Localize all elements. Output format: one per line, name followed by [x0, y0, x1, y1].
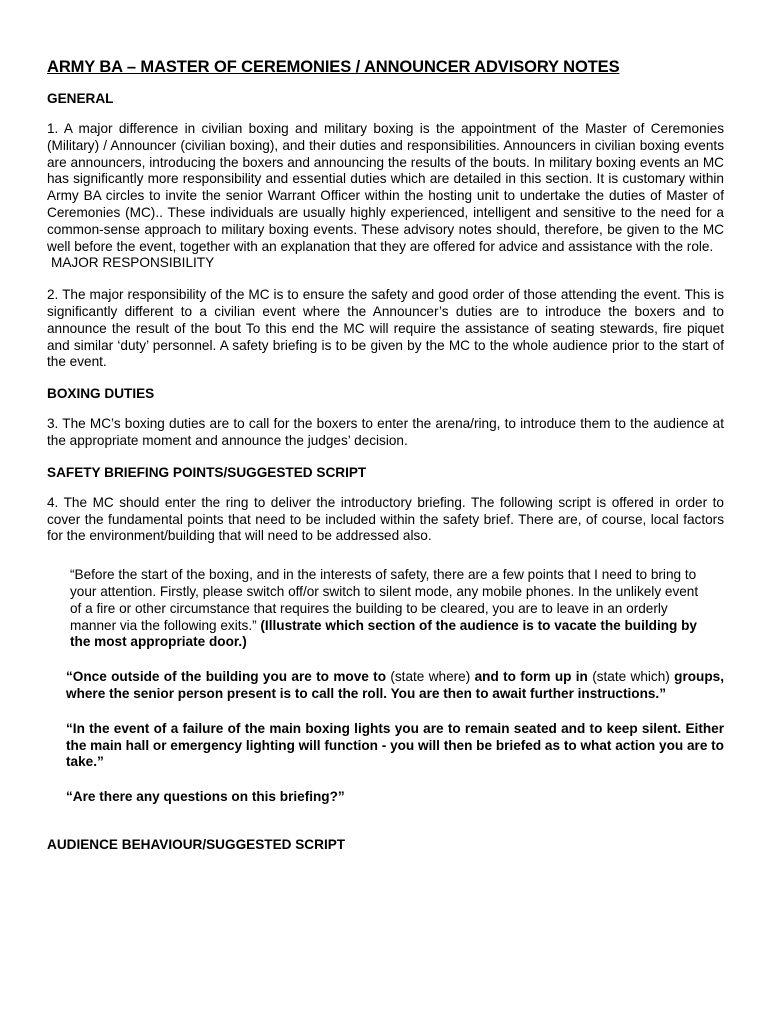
- script-quote-4: [66, 789, 698, 806]
- heading-audience-behaviour: AUDIENCE BEHAVIOUR/SUGGESTED SCRIPT: [47, 836, 346, 852]
- script-quote-1-text: “Before the start of the boxing, and in the interests of safety, there are a few points that I need to bring to your attention. Firstly, please switch off/or switch to silent mode, any mobile phones. In the unlikely event of a fire or other circumstance that requires the building to be cleared, you are to leave in an orderly manner via the following exits.”: [70, 567, 699, 633]
- script-quote-3-text: “In the event of a failure of the main boxing lights you are to remain seated and to keep silent. Either the main hall or emergency lighting will function - you will then be briefed as to what action you are to take.”: [66, 720, 724, 770]
- heading-general: GENERAL: [47, 91, 114, 106]
- paragraph-4: 4. The MC should enter the ring to deliver the introductory briefing. The following script is offered in order to cover the fundamental points that need to be included within the safety brief. There are, of course, local factors for the environment/building that will need to be addressed also.: [47, 494, 724, 544]
- document-page: [47, 58, 724, 867]
- script-quote-4-text: “Are there any questions on this briefing?”: [66, 789, 345, 805]
- subheading-major-responsibility: MAJOR RESPONSIBILITY: [51, 255, 215, 271]
- heading-safety-briefing: SAFETY BRIEFING POINTS/SUGGESTED SCRIPT: [47, 464, 367, 480]
- paragraph-2: 2. The major responsibility of the MC is to ensure the safety and good order of those attending the event. This is significantly different to a civilian event where the Announcer’s duties are to introduce the boxers and to announce the result of the bout To this end the MC will require the assistance of seating stewards, fire piquet and similar ‘duty’ personnel. A safety briefing is to be given by the MC to the whole audience prior to the start of the event.: [47, 287, 724, 370]
- script-quote-2-part-d: (state which): [587, 669, 675, 685]
- document-title: ARMY BA – MASTER OF CEREMONIES / ANNOUNCER ADVISORY NOTES: [47, 58, 620, 76]
- script-quote-1-instruction: (Illustrate which section of the audience is to vacate the building by the most appropriate door.): [70, 617, 697, 650]
- paragraph-1-text: 1. A major difference in civilian boxing and military boxing is the appointment of the Master of Ceremonies (Military) / Announcer (civilian boxing), and their duties and responsibilities. Announcers in civilian boxing events are announcers, introducing the boxers and announcing the results of the bouts. In military boxing events an MC has significantly more responsibility and essential duties which are detailed in this section. It is customary within Army BA circles to invite the senior Warrant Officer within the hosting unit to undertake the duties of Master of Ceremonies (MC).. These individuals are usually highly experienced, intelligent and sensitive to the need for a common-sense approach to military boxing events. These advisory notes should, therefore, be given to the MC well before the event, together with an explanation that they are offered for advice and assistance with the role.: [47, 121, 724, 254]
- script-quote-2-part-a: “Once outside of the building you are to move to: [66, 669, 387, 685]
- paragraph-3: 3. The MC’s boxing duties are to call for the boxers to enter the arena/ring, to introduce them to the audience at the appropriate moment and announce the judges’ decision.: [47, 416, 724, 448]
- script-quote-2-part-c: and to form up in: [474, 669, 588, 685]
- script-quote-3: [66, 721, 724, 771]
- heading-boxing-duties: BOXING DUTIES: [47, 386, 155, 402]
- script-quote-2-part-b: (state where): [386, 669, 475, 685]
- paragraph-1: [47, 121, 724, 272]
- script-quote-2-part-e: groups, where the senior person present is to call the roll. You are then to await further instructions.”: [66, 669, 724, 701]
- script-quote-2: [66, 669, 724, 703]
- script-quote-1: [70, 567, 702, 651]
